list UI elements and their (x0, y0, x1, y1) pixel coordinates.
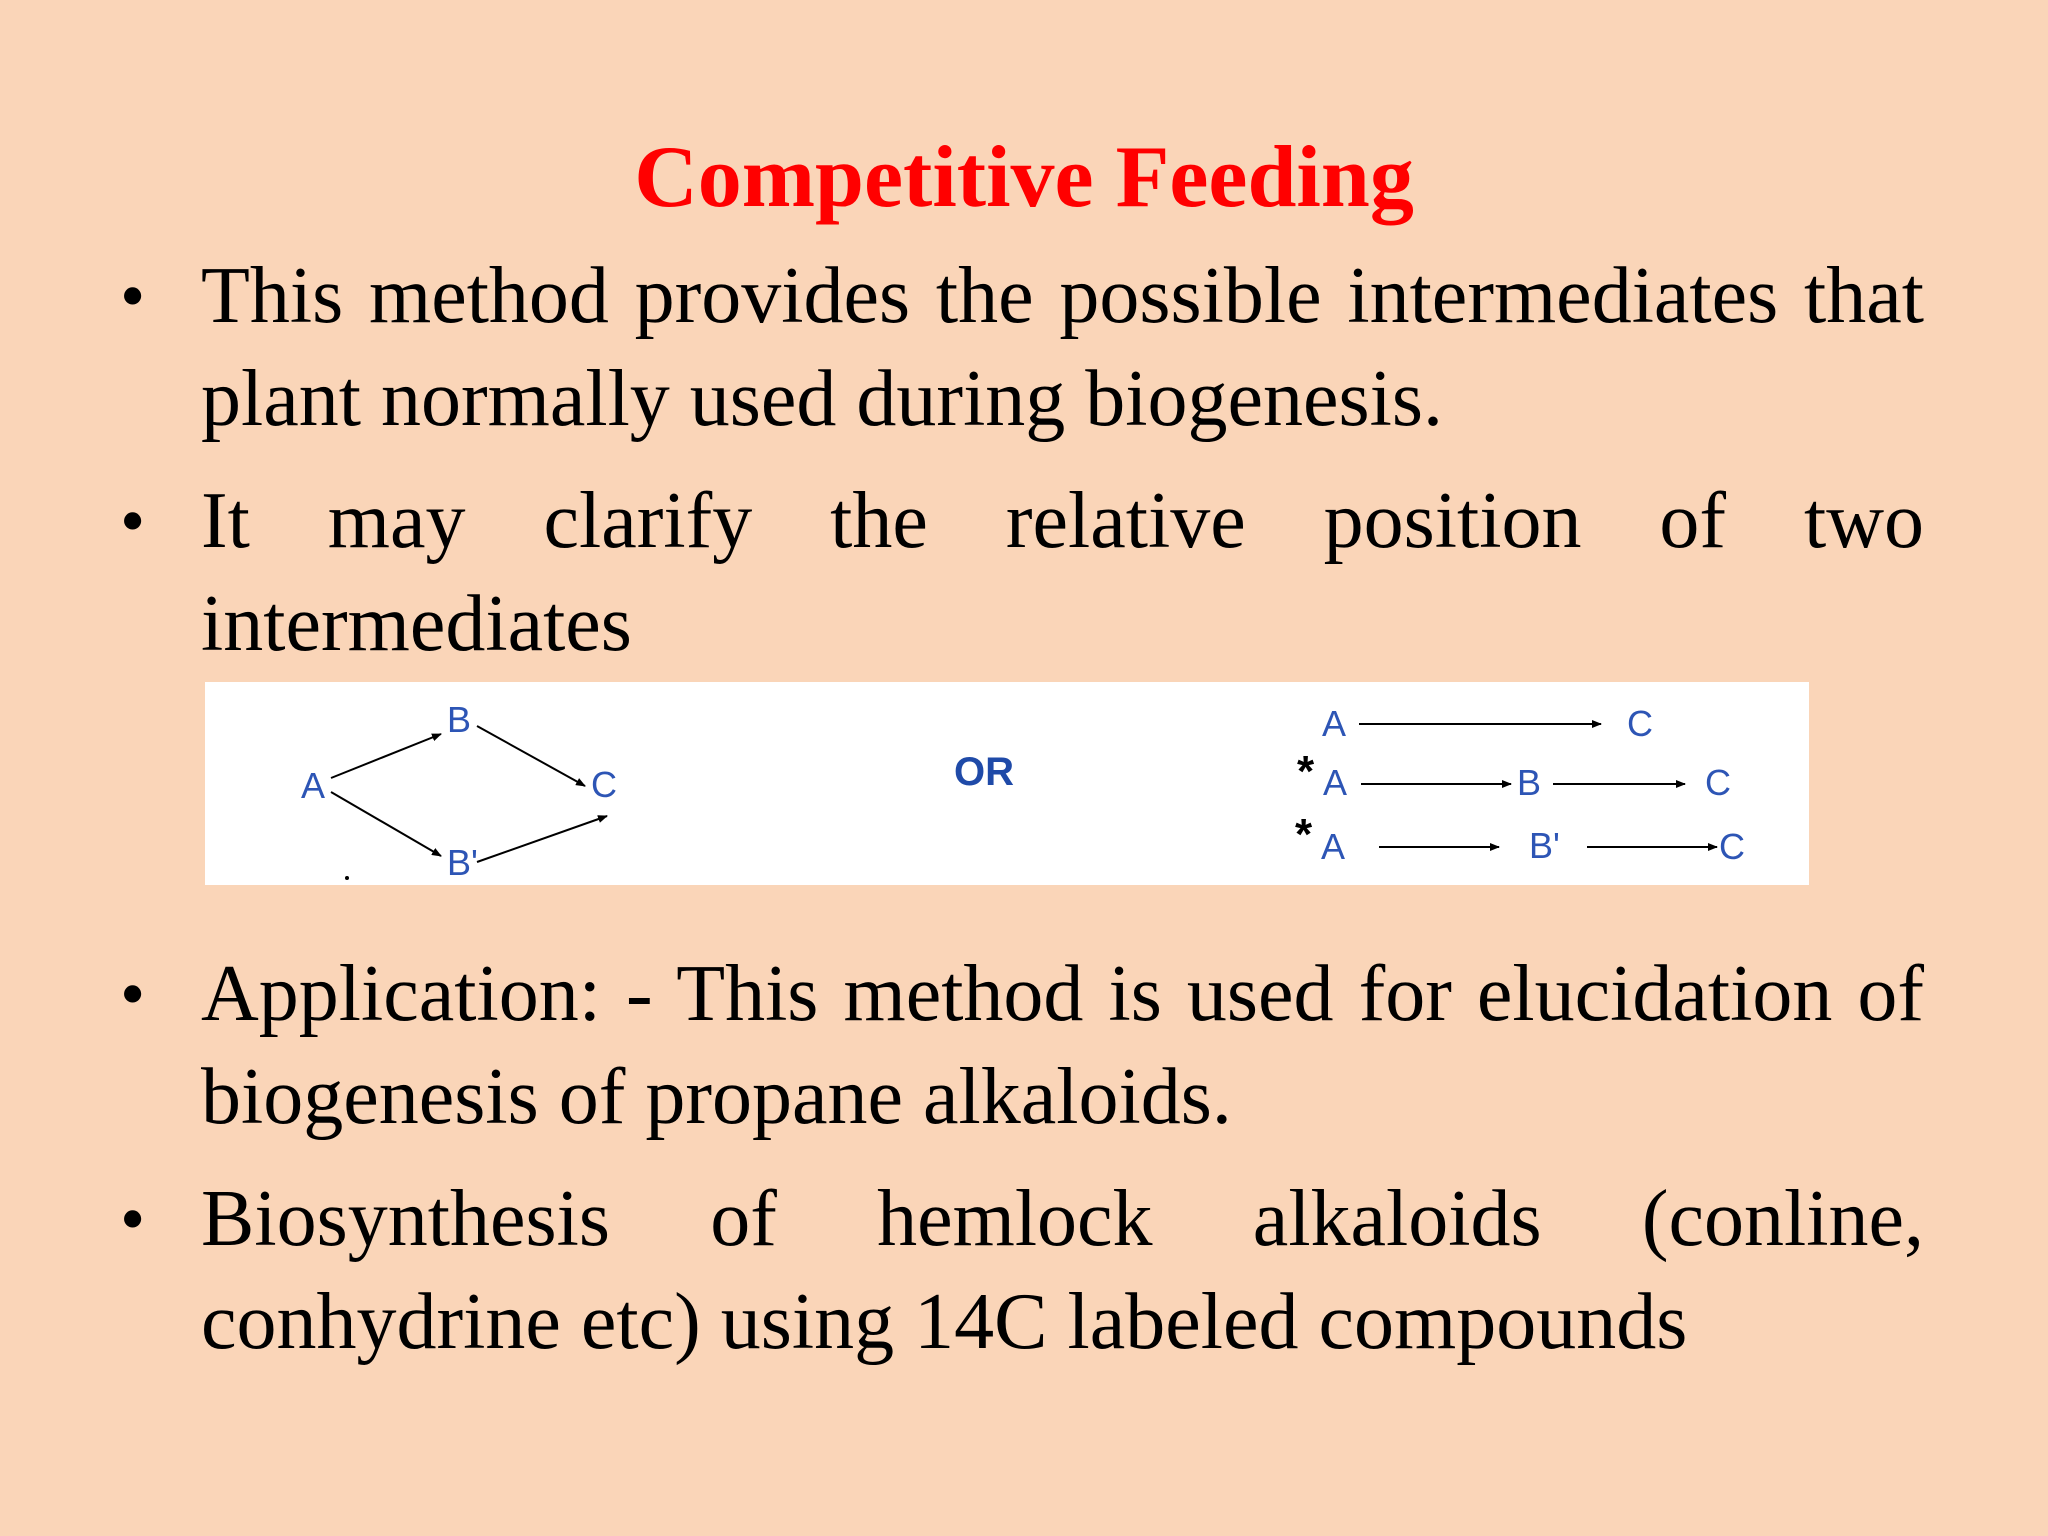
pathway-diagram (205, 682, 1809, 885)
pathway-diagram-svg (205, 682, 1809, 885)
arrow-a-to-b-prime (331, 792, 441, 856)
bullet-marker: • (120, 1179, 146, 1259)
row3-label-marker: * (1295, 810, 1313, 859)
arrow-b-prime-to-c (477, 816, 607, 862)
node-b-prime-label: B' (447, 842, 478, 883)
bullet-item (120, 470, 1924, 676)
bullet-marker: • (120, 481, 146, 561)
row3-mid-label: B' (1529, 825, 1560, 866)
row3-end-label: C (1719, 826, 1745, 867)
bullet-item (120, 245, 1924, 451)
arrow-b-to-c (477, 726, 585, 786)
branched-pathway (301, 699, 617, 883)
bullet-marker: • (120, 954, 146, 1034)
row2-end-label: C (1705, 762, 1731, 803)
arrow-a-to-b (331, 734, 441, 778)
node-b-label: B (447, 699, 472, 740)
bullet-item (120, 1168, 1924, 1374)
node-a-label: A (301, 765, 326, 806)
row1-end-label: C (1627, 703, 1653, 744)
row3-start-label: A (1321, 826, 1346, 867)
node-c-label: C (591, 764, 617, 805)
row2-mid-label: B (1517, 762, 1542, 803)
bullet-text: Biosynthesis of hemlock alkaloids (conline, conhydrine etc) using 14C labeled compounds (201, 1175, 1924, 1366)
bullet-item (120, 943, 1924, 1149)
bullet-marker: • (120, 256, 146, 336)
row1-start-label: A (1322, 703, 1347, 744)
bullet-text: It may clarify the relative position of two intermediates (201, 477, 1924, 668)
row2-start-label: A (1323, 762, 1348, 803)
or-separator: OR (954, 750, 1014, 794)
slide-title: Competitive Feeding (634, 129, 1414, 226)
linear-pathways (1295, 703, 1745, 867)
bullet-text: This method provides the possible intermediates that plant normally used during biogenesis. (201, 252, 1924, 443)
row2-label-marker: * (1297, 747, 1315, 796)
stray-dot (345, 876, 349, 880)
bullet-text: Application: - This method is used for elucidation of biogenesis of propane alkaloids. (201, 950, 1924, 1141)
